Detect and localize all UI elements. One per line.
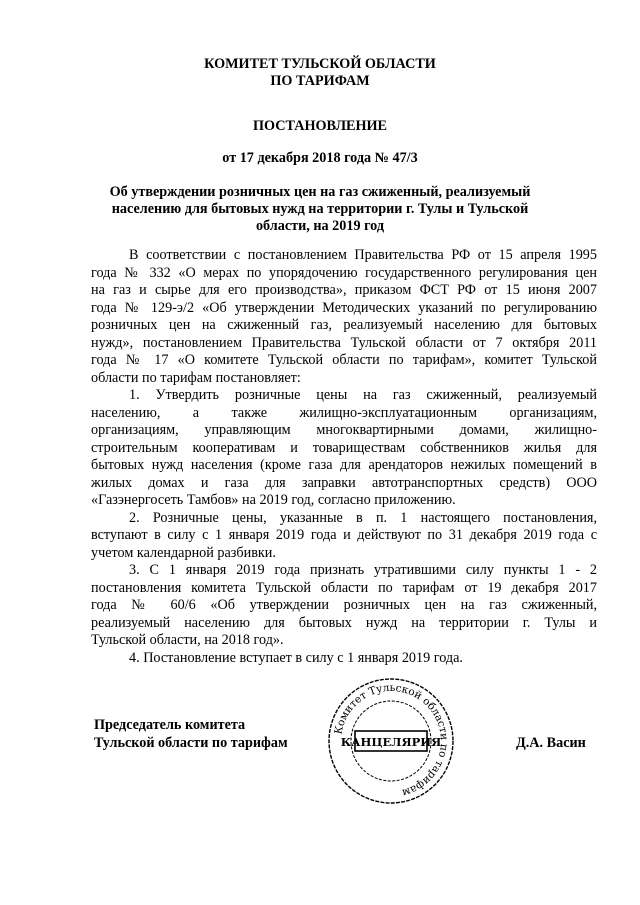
body-line: строительным кооперативам и товариществам собственников жилья для bbox=[91, 439, 597, 456]
body-line: учетом календарной разбивки. bbox=[91, 544, 276, 561]
body-line: «Газэнергосеть Тамбов» на 2019 год, согласно приложению. bbox=[91, 492, 456, 508]
body-line: года № 332 «О мерах по упорядочению государственного регулирования цен bbox=[91, 264, 597, 281]
official-seal bbox=[325, 675, 457, 807]
document-subject bbox=[0, 184, 640, 235]
signatory-title bbox=[94, 716, 288, 752]
body-line: розничных цен на сжиженный газ, реализуемый населению для бытовых bbox=[91, 317, 597, 333]
body-line: 1. Утвердить розничные цены на газ сжиженный, реализуемый bbox=[129, 387, 597, 403]
body-line: на газ и сырье для его производства», приказом ФСТ РФ от 15 июня 2007 bbox=[91, 282, 597, 298]
subject-line: населению для бытовых нужд на территории г. Тулы и Тульской bbox=[111, 201, 529, 217]
body-line: реализуемый населению для бытовых нужд на территории г. Тулы и bbox=[91, 614, 597, 631]
document-date-number: от 17 декабря 2018 года № 47/3 bbox=[222, 150, 418, 166]
signatory-title-line: Председатель комитета bbox=[94, 717, 246, 733]
body-line: вступают в силу с 1 января 2019 года и действуют по 31 декабря 2019 года с bbox=[91, 527, 597, 543]
issuer-line-1: КОМИТЕТ ТУЛЬСКОЙ ОБЛАСТИ bbox=[204, 56, 436, 72]
body-line: организациям, управляющим многоквартирными домами, жилищно- bbox=[91, 422, 597, 438]
document-type: ПОСТАНОВЛЕНИЕ bbox=[252, 118, 388, 134]
body-line: 2. Розничные цены, указанные в п. 1 настоящего постановления, bbox=[129, 509, 597, 526]
body-line: года № 129-э/2 «Об утверждении Методических указаний по регулированию bbox=[91, 299, 597, 316]
document-body bbox=[91, 247, 597, 667]
seal-ring-text: Комитет Тульской области по тарифам bbox=[332, 681, 451, 799]
body-line: года № 17 «О комитете Тульской области по тарифам», комитет Тульской bbox=[91, 352, 597, 368]
body-line: В соответствии с постановлением Правительства РФ от 15 апреля 1995 bbox=[129, 247, 597, 263]
body-line: постановления комитета Тульской области по тарифам от 19 декабря 2017 bbox=[91, 579, 597, 596]
subject-line: области, на 2019 год bbox=[255, 218, 385, 234]
issuer-heading bbox=[0, 56, 640, 90]
body-line: населению, а также жилищно-эксплуатационным организациям, bbox=[91, 404, 597, 421]
body-line: 3. С 1 января 2019 года признать утратившими силу пункты 1 - 2 bbox=[129, 562, 597, 578]
body-line: 4. Постановление вступает в силу с 1 января 2019 года. bbox=[129, 649, 463, 666]
signatory-name: Д.А. Васин bbox=[516, 735, 586, 751]
body-line: нужд», постановлением Правительства Тульской области от 7 октября 2011 bbox=[91, 334, 597, 351]
body-line: года № 60/6 «Об утверждении розничных цен на газ сжиженный, bbox=[91, 597, 597, 613]
body-line: жилых домах и газа для заправки автотранспортных средств) ООО bbox=[91, 474, 597, 491]
subject-line: Об утверждении розничных цен на газ сжиженный, реализуемый bbox=[109, 184, 531, 200]
body-line: Тульской области, на 2018 год». bbox=[91, 632, 284, 648]
seal-center-text: КАНЦЕЛЯРИЯ bbox=[340, 735, 442, 749]
body-line: области по тарифам постановляет: bbox=[91, 369, 301, 386]
issuer-line-2: ПО ТАРИФАМ bbox=[270, 73, 370, 89]
body-line: бытовых нужд населения (кроме газа для арендаторов нежилых помещений в bbox=[91, 457, 597, 473]
signatory-title-line: Тульской области по тарифам bbox=[94, 735, 288, 751]
